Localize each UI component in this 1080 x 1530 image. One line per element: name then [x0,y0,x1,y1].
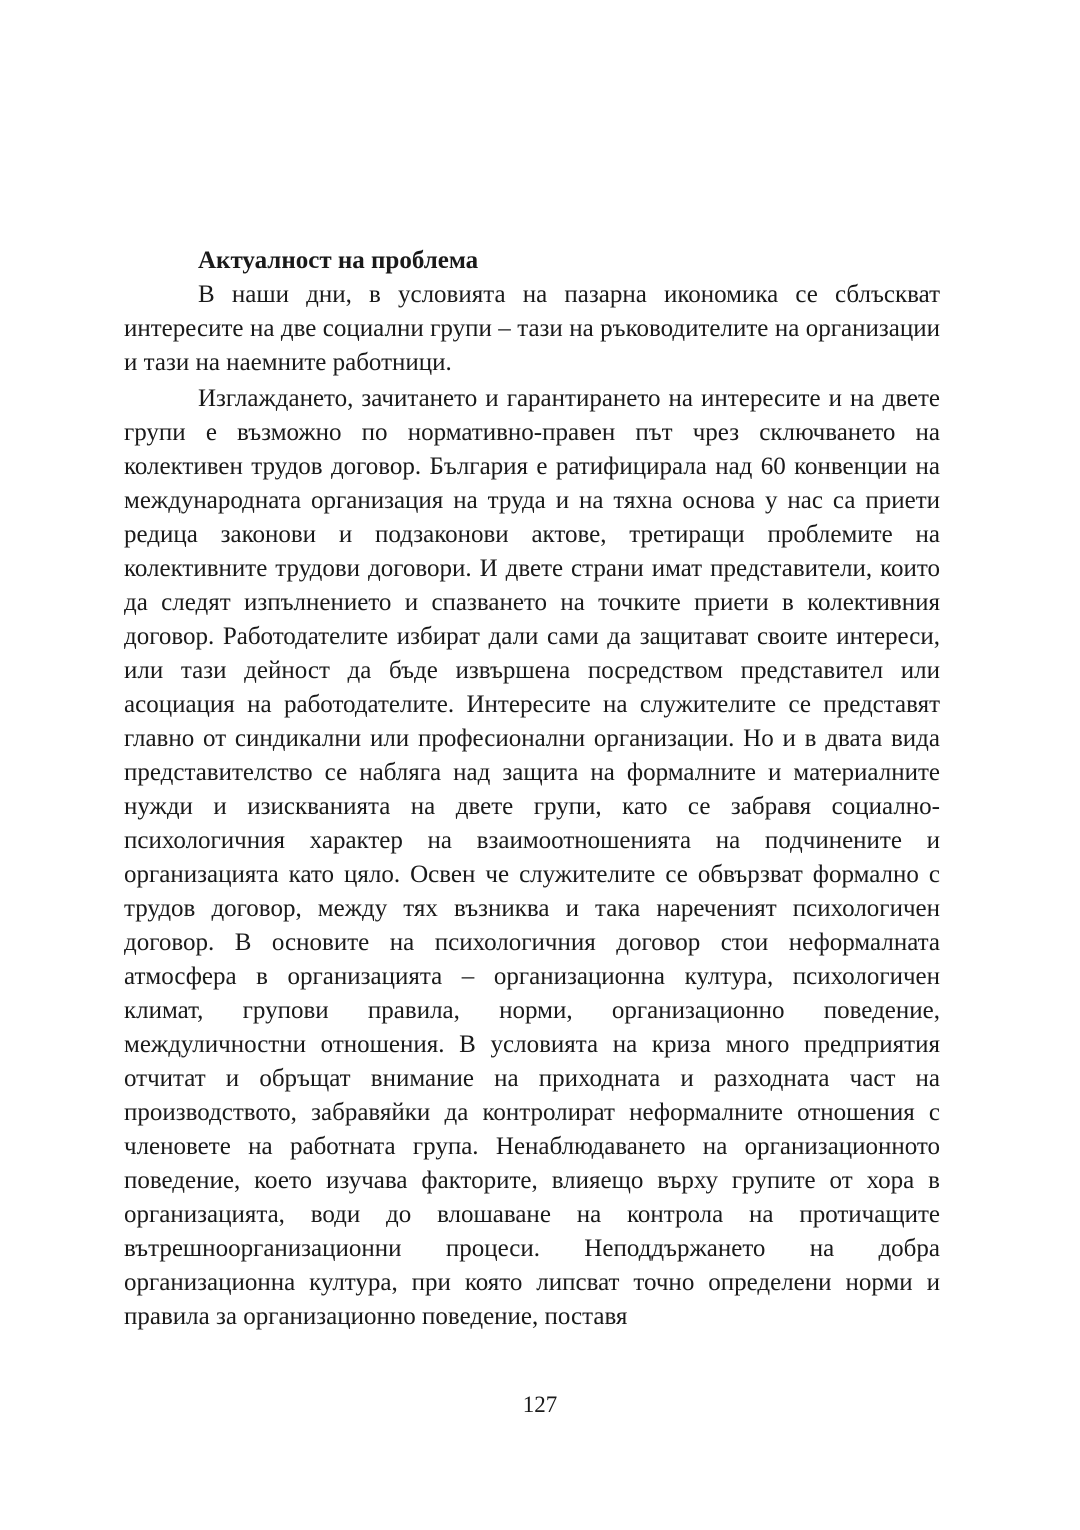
page-body [124,244,940,1336]
paragraph-2: Изглаждането, зачитането и гарантирането на интересите и на двете групи е възможно по нормативно-правен път чрез сключването на колективен трудов договор. България е ратифицирала над 60 конвенции на международната организация на труда и на тяхна основа у нас са приети редица законови и подзаконови актове, третиращи проблемите на колективните трудови договори. И двете страни имат представители, които да следят изпълнението и спазването на точките приети в колективния договор. Работодателите избират дали сами да защитават своите интереси, или тази дейност да бъде извършена посредством представител или асоциация на работодателите. Интересите на служителите се представят главно от синдикални или професионални организации. Но и в двата вида представителство се набляга над защита на формалните и материалните нужди и изискванията на двете групи, като се забравя социалнопсихологичния характер на взаимоотношенията на подчинените и организацията като цяло. Освен че служителите се обвързват формално с трудов договор, между тях възниква и така нареченият психологичен договор. В основите на психологичния договор стои неформалната атмосфера в организацията – организационна култура, психологичен климат, групови правила, норми, организационно поведение, междуличностни отношения. В условията на криза много предприятия отчитат и обръщат внимание на приходната и разходната част на производството, забравяйки да контролират неформалните отношения с членовете на работната група. Ненаблюдаването на организационното поведение, което изучава факторите, влияещо върху групите от хора в организацията, води до влошаване на контрола на протичащите вътрешноорганизационни процеси. Неподдържането на добра организационна култура, при която липсват точно определени норми и правила за организационно поведение, поставя [124,385,940,1330]
page-number: 127 [522,1392,558,1417]
section-heading: Актуалност на проблема [198,247,479,274]
paragraph-1: В наши дни, в условията на пазарна икономика се сблъскват интересите на две социални групи – тази на ръководителите на организации и тази на наемните работници. [124,281,940,376]
